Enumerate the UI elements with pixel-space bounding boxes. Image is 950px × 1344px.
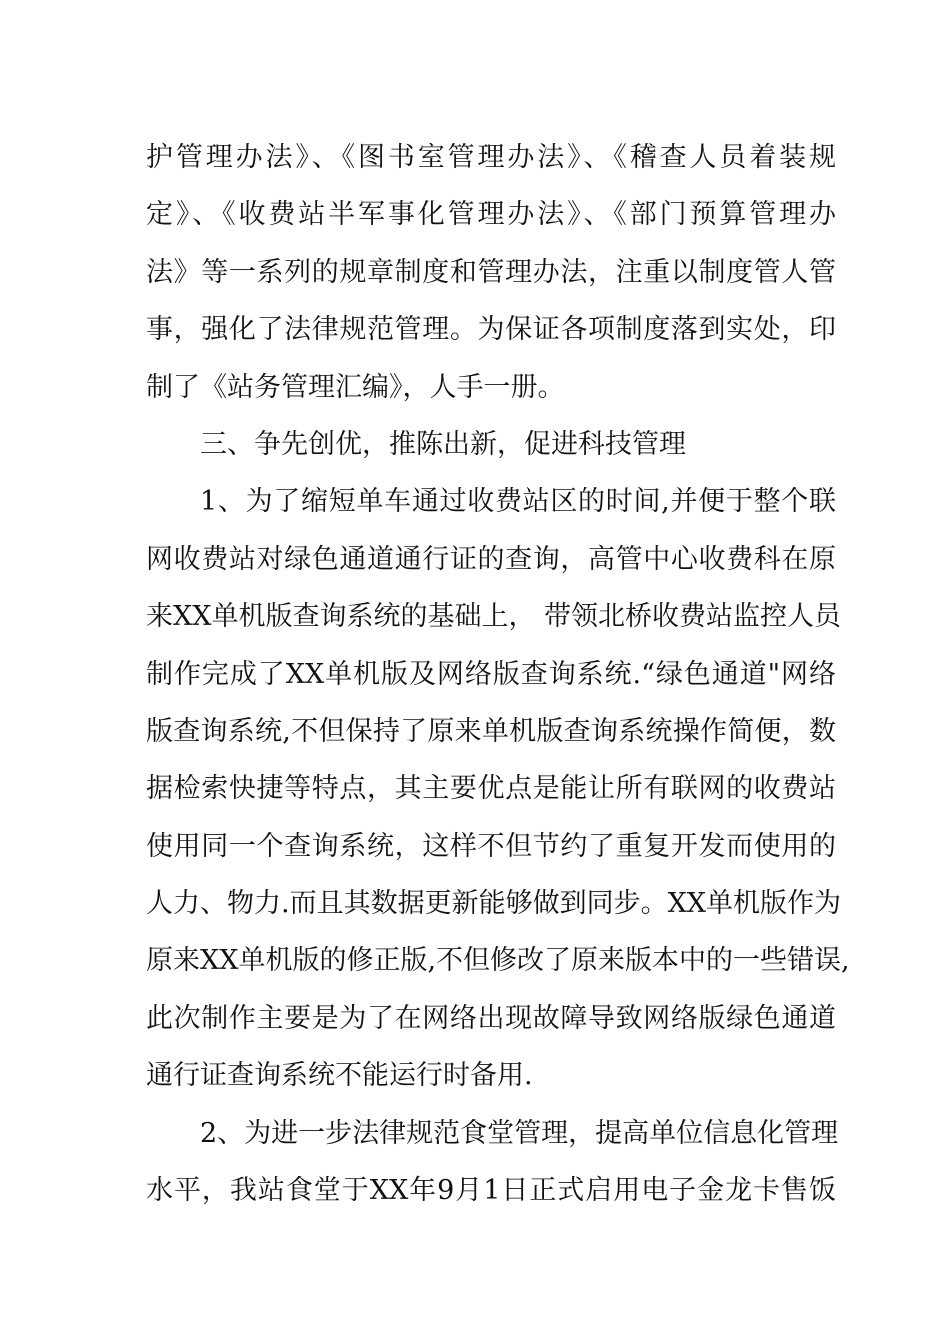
section-heading: 三、争先创优，推陈出新，促进科技管理 [200,428,686,460]
paragraph-line: 事，强化了法律规范管理。为保证各项制度落到实处，印 [146,314,836,346]
paragraph-line: 原来XX单机版的修正版,不但修改了原来版本中的一些错误, [146,945,850,977]
paragraph-line: 2、为进一步法律规范食堂管理，提高单位信息化管理 [200,1117,839,1149]
paragraph-line: 版查询系统,不但保持了原来单机版查询系统操作简便，数 [146,715,836,747]
paragraph-line: 来XX单机版查询系统的基础上， 带领北桥收费站监控人员 [146,601,842,633]
paragraph-line: 网收费站对绿色通道通行证的查询，高管中心收费科在原 [146,543,836,575]
paragraph-line: 据检索快捷等特点，其主要优点是能让所有联网的收费站 [146,773,836,805]
paragraph-line: 使用同一个查询系统，这样不但节约了重复开发而使用的 [146,830,836,862]
document-body [146,129,850,1219]
paragraph-line: 水平，我站食堂于XX年9月1日正式启用电子金龙卡售饭 [146,1175,836,1207]
paragraph-line: 通行证查询系统不能运行时备用. [146,1060,533,1092]
paragraph-line: 定》、《收费站半军事化管理办法》、《部门预算管理办 [146,199,836,231]
paragraph-line: 护管理办法》、《图书室管理办法》、《稽查人员着装规 [146,142,836,173]
paragraph-line: 法》等一系列的规章制度和管理办法，注重以制度管人管 [146,256,836,288]
paragraph-line: 制作完成了XX单机版及网络版查询系统.“绿色通道"网络 [146,658,836,690]
paragraph-line: 人力、物力.而且其数据更新能够做到同步。XX单机版作为 [146,888,842,920]
paragraph-line: 1、为了缩短单车通过收费站区的时间,并便于整个联 [200,486,836,518]
paragraph-line: 制了《站务管理汇编》，人手一册。 [146,371,565,403]
paragraph-line: 此次制作主要是为了在网络出现故障导致网络版绿色通道 [146,1002,836,1034]
